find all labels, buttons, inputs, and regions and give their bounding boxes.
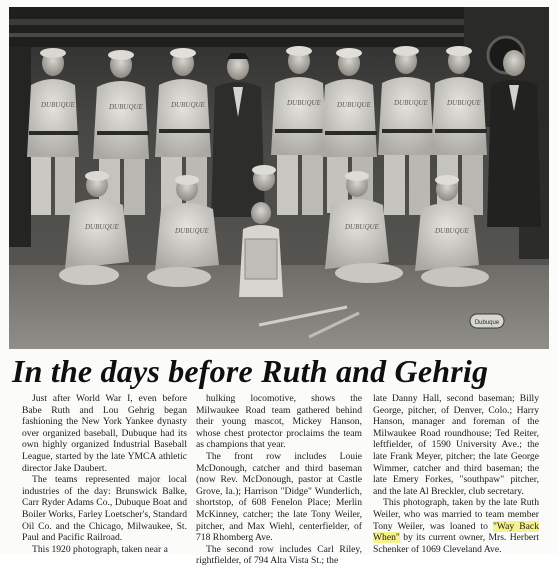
paragraph: late Danny Hall, second baseman; Billy George, pitcher, of Denver, Colo.; Harry Hanson, manager and foreman of the Milwaukee Road roundhouse; Ted Reiter, leftfielder, of 1590 University Ave.; the late Frank Meyer, pitcher; the late George Wimmer, catcher and third baseman; the late Emery Forkes, "southpaw" pitcher, and the late Al Breckler, club secretary. bbox=[373, 393, 539, 497]
paragraph bbox=[373, 497, 539, 555]
photo-watermark: Dubuque bbox=[474, 320, 500, 326]
paragraph: The second row includes Carl Riley, rightfielder, of 794 Alta Vista St.; the bbox=[196, 543, 362, 567]
svg-text:DUBUQUE: DUBUQUE bbox=[337, 101, 371, 109]
photo-drawing bbox=[9, 7, 549, 349]
article-column-1 bbox=[22, 393, 187, 555]
paragraph-text: This photograph, taken by the late Ruth Weiler, who was married to team member Tony Weiler, was loaned to bbox=[373, 497, 539, 532]
svg-text:DUBUQUE: DUBUQUE bbox=[175, 227, 209, 235]
paragraph: The front row includes Louie McDonough, catcher and third baseman (now Rev. McDonough, pastor at Castle Grove, Ia.); Harrison "Didge" Wunderlich, shortstop, of 608 Fenelon Place; Merlin McKinney, catcher; the late Tony Weiler, pitcher, and Max Wiehl, centerfielder, of 718 Rhomberg Ave. bbox=[196, 450, 362, 544]
svg-text:DUBUQUE: DUBUQUE bbox=[447, 99, 481, 107]
svg-text:DUBUQUE: DUBUQUE bbox=[435, 227, 469, 235]
headline: In the days before Ruth and Gehrig bbox=[12, 353, 489, 389]
svg-text:DUBUQUE: DUBUQUE bbox=[287, 99, 321, 107]
paragraph: hulking locomotive, shows the Milwaukee Road team gathered behind their young mascot, Mickey Hanson, whose chest protector proclaims the team as champions that year. bbox=[196, 393, 362, 451]
svg-text:DUBUQUE: DUBUQUE bbox=[171, 101, 205, 109]
svg-text:DUBUQUE: DUBUQUE bbox=[41, 101, 75, 109]
team-photograph bbox=[9, 7, 549, 349]
paragraph: The teams represented major local industries of the day: Brunswick Balke, Carr Ryder Adams Co., Dubuque Boat and Boiler Works, Farley Loetscher's, Standard Oil Co. and the Chicago, Milwaukee, St. Paul and Pacific Railroad. bbox=[22, 474, 187, 544]
svg-text:DUBUQUE: DUBUQUE bbox=[345, 223, 379, 231]
highlighted-column-name: "Way Back When" bbox=[373, 520, 539, 544]
svg-text:DUBUQUE: DUBUQUE bbox=[394, 99, 428, 107]
svg-text:DUBUQUE: DUBUQUE bbox=[109, 103, 143, 111]
svg-text:DUBUQUE: DUBUQUE bbox=[85, 223, 119, 231]
paragraph-text: by its current owner, Mrs. Herbert Schenker of 1069 Cleveland Ave. bbox=[373, 532, 539, 555]
paragraph: This 1920 photograph, taken near a bbox=[32, 543, 168, 555]
paragraph: Just after World War I, even before Babe Ruth and Lou Gehrig began fashioning the New York Yankee dynasty over organized baseball, Dubuque had its own highly organized Industrial Baseball League, started by the late YMCA athletic director Jake Daubert. bbox=[22, 393, 187, 474]
article-column-2 bbox=[196, 393, 362, 567]
article-column-3 bbox=[373, 393, 539, 555]
